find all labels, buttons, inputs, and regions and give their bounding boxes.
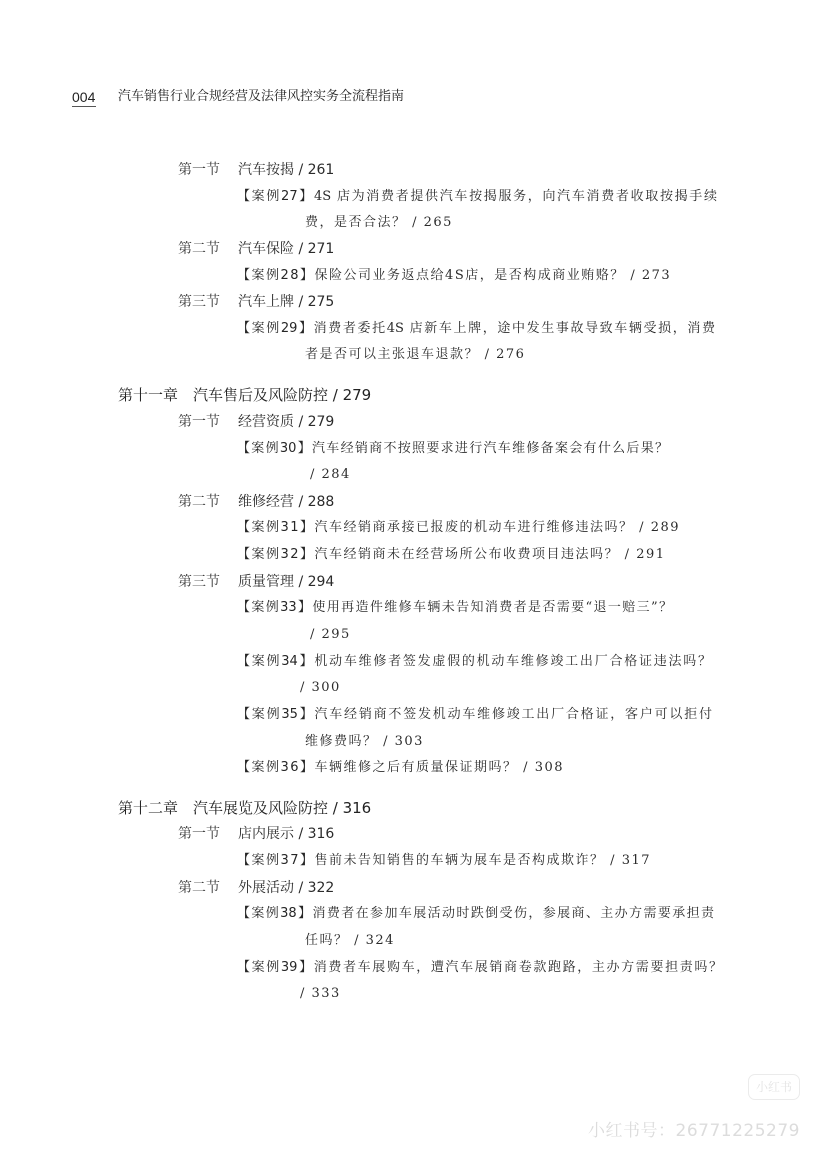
toc-case-entry (237, 959, 722, 977)
section-title: 质量管理 / 294 (238, 574, 335, 590)
chapter-title: 汽车展览及风险防控 / 316 (193, 799, 372, 817)
case-tag: 【案例35】 (237, 707, 315, 722)
section-label: 第三节 (178, 294, 220, 310)
section-label: 第一节 (178, 826, 220, 842)
case-text-line: 机动车维修者签发虚假的机动车维修竣工出厂合格证违法吗？ (314, 654, 711, 669)
section-title: 店内展示 / 316 (238, 826, 335, 842)
case-text-line: 消费者车展购车，遭汽车展销商卷款跑路，主办方需要担责吗？ (313, 960, 722, 975)
case-text-line: 保险公司业务返点给4S店，是否构成商业贿赂？ / 273 (314, 268, 672, 283)
chapter-title: 汽车售后及风险防控 / 279 (193, 386, 372, 404)
toc-section-heading (178, 825, 334, 843)
case-continuation-line: 任吗？ / 324 (305, 933, 395, 948)
toc-chapter-heading (118, 799, 371, 817)
chapter-label: 第十一章 (118, 386, 179, 404)
section-label: 第二节 (178, 880, 220, 896)
section-title: 汽车按揭 / 261 (238, 162, 335, 178)
section-label: 第三节 (178, 574, 220, 590)
watermark-logo: 小红书 (748, 1074, 800, 1100)
case-continuation-line: / 284 (310, 467, 351, 482)
section-label: 第一节 (178, 414, 220, 430)
toc-section-heading (178, 293, 334, 311)
case-text-line: 消费者在参加车展活动时跌倒受伤，参展商、主办方需要承担责 (312, 906, 714, 921)
case-tag: 【案例34】 (237, 654, 315, 669)
case-continuation-line: 维修费吗？ / 303 (305, 734, 424, 749)
case-text-line: 汽车经销商承接已报废的机动车进行维修违法吗？ / 289 (314, 520, 681, 535)
section-title: 外展活动 / 322 (238, 880, 335, 896)
watermark-text: 小红书号：26771225279 (588, 1121, 800, 1141)
toc-section-heading (178, 573, 334, 591)
case-tag: 【案例32】 (237, 547, 315, 562)
case-tag: 【案例28】 (237, 268, 315, 283)
case-tag: 【案例29】 (237, 321, 314, 336)
toc-case-entry (237, 852, 651, 870)
case-tag: 【案例33】 (237, 600, 313, 615)
page-number: 004 (72, 89, 96, 105)
toc-section-heading (178, 493, 334, 511)
section-label: 第二节 (178, 494, 220, 510)
case-text-line: 售前未告知销售的车辆为展车是否构成欺诈？ / 317 (314, 853, 652, 868)
case-continuation-line: / 333 (300, 986, 341, 1001)
toc-case-entry (237, 905, 714, 923)
toc-case-entry (237, 546, 666, 564)
toc-case-entry (237, 759, 564, 777)
chapter-label: 第十二章 (118, 799, 179, 817)
case-text-line: 车辆维修之后有质量保证期吗？ / 308 (314, 760, 565, 775)
case-continuation-line: 费，是否合法？ / 265 (305, 215, 453, 230)
case-text-line: 4S 店为消费者提供汽车按揭服务，向汽车消费者收取按揭手续 (313, 189, 717, 204)
section-label: 第二节 (178, 241, 220, 257)
case-text-line: 汽车经销商不按照要求进行汽车维修备案会有什么后果？ (312, 441, 668, 456)
case-text-line: 汽车经销商不签发机动车维修竣工出厂合格证，客户可以拒付 (314, 707, 712, 722)
toc-case-entry (237, 653, 711, 671)
toc-case-entry (237, 267, 671, 285)
toc-section-heading (178, 413, 334, 431)
case-tag: 【案例37】 (237, 853, 315, 868)
toc-chapter-heading (118, 386, 371, 404)
case-tag: 【案例27】 (237, 189, 314, 204)
toc-section-heading (178, 879, 334, 897)
toc-case-entry (237, 320, 715, 338)
case-text-line: 汽车经销商未在经营场所公布收费项目违法吗？ / 291 (314, 547, 666, 562)
case-continuation-line: 者是否可以主张退车退款？ / 276 (305, 347, 526, 362)
case-tag: 【案例36】 (237, 760, 315, 775)
case-tag: 【案例39】 (237, 960, 314, 975)
case-continuation-line: / 300 (300, 680, 341, 695)
book-title: 汽车销售行业合规经营及法律风控实务全流程指南 (118, 89, 405, 104)
section-title: 维修经营 / 288 (238, 494, 335, 510)
case-tag: 【案例38】 (237, 906, 313, 921)
section-label: 第一节 (178, 162, 220, 178)
case-text-line: 使用再造件维修车辆未告知消费者是否需要“退一赔三”？ (312, 600, 672, 615)
toc-case-entry (237, 599, 672, 617)
toc-case-entry (237, 440, 668, 458)
toc-case-entry (237, 706, 712, 724)
toc-section-heading (178, 240, 334, 258)
case-tag: 【案例30】 (237, 441, 312, 456)
toc-case-entry (237, 519, 680, 537)
page-number-underline (72, 106, 96, 107)
section-title: 汽车保险 / 271 (238, 241, 335, 257)
case-text-line: 消费者委托4S 店新车上牌，途中发生事故导致车辆受损，消费 (313, 321, 716, 336)
toc-case-entry (237, 188, 717, 206)
section-title: 汽车上牌 / 275 (238, 294, 335, 310)
section-title: 经营资质 / 279 (238, 414, 335, 430)
case-continuation-line: / 295 (310, 627, 351, 642)
case-tag: 【案例31】 (237, 520, 315, 535)
toc-section-heading (178, 161, 334, 179)
